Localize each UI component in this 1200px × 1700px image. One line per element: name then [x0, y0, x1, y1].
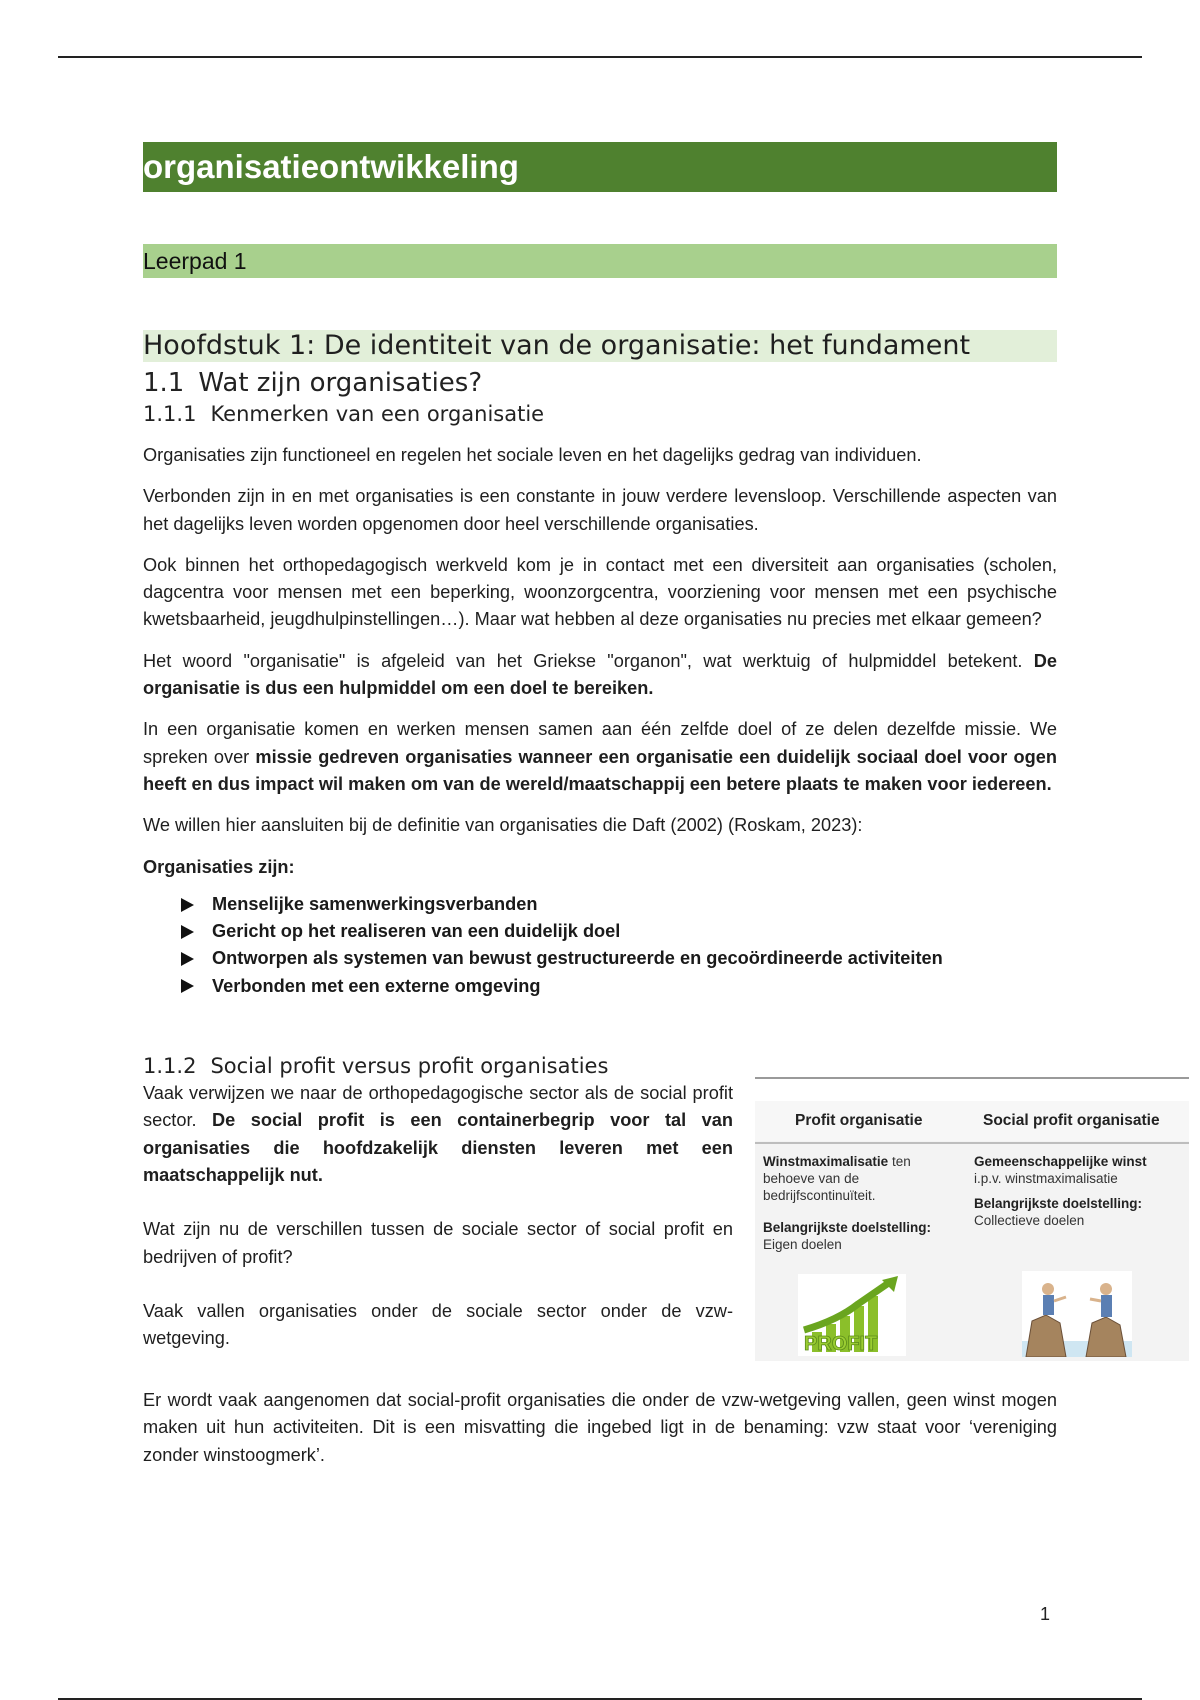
cell-text: Eigen doelen: [763, 1237, 842, 1253]
definition-list: [181, 891, 1057, 1000]
list-item: [181, 973, 1057, 1000]
list-item: [181, 891, 1057, 918]
paragraph-text: Vaak verwijzen we naar de orthopedagogische sector als de social profit sector.: [143, 1083, 733, 1131]
profit-image-label: PROFIT: [804, 1333, 878, 1356]
paragraph-7: [143, 1080, 733, 1189]
cell-bold: Winstmaximalisatie: [763, 1154, 889, 1170]
cell-bold: Belangrijkste doelstelling:: [763, 1220, 932, 1236]
section-1-1-2-heading: [143, 1052, 1057, 1080]
paragraph-9: Vaak vallen organisaties onder de sociale sector onder de vzw-wetgeving.: [143, 1300, 733, 1349]
leerpad-heading: Leerpad 1: [143, 244, 1057, 278]
paragraph-1: Organisaties zijn functioneel en regelen het sociale leven en het dagelijks gedrag van individuen.: [143, 445, 922, 465]
paragraph-8: Wat zijn nu de verschillen tussen de sociale sector of social profit en bedrijven of profit?: [143, 1219, 733, 1267]
section-title: Social profit versus profit organisaties: [210, 1054, 609, 1079]
section-number: 1.1.1: [143, 402, 197, 426]
social-profit-objective-cell: [974, 1195, 1179, 1229]
profit-growth-image: [798, 1274, 906, 1356]
list-item: [181, 918, 1057, 945]
arrow-bullet-icon: [181, 925, 194, 939]
figure-divider: [755, 1142, 1189, 1144]
cell-text: i.p.v. winstmaximalisatie: [974, 1171, 1118, 1187]
profit-growth-graphic: [798, 1274, 906, 1356]
section-number: 1.1: [143, 368, 185, 398]
paragraph-10: Er wordt vaak aangenomen dat social-profit organisaties die onder de vzw-wetgeving vallen, geen winst mogen maken uit hun activiteiten. Dit is een misvatting die ingebed ligt in de benaming: vzw staat voor ‘vereniging zonder winstoogmerk’.: [143, 1390, 1057, 1465]
paragraph-2: Verbonden zijn in en met organisaties is een constante in jouw verdere levensloop. Verschillende aspecten van het dagelijks leven worden opgenomen door heel verschillende organisaties.: [143, 486, 1057, 534]
paragraph-6: We willen hier aansluiten bij de definitie van organisaties die Daft (2002) (Roskam, 2023):: [143, 815, 863, 836]
cell-text: ten behoeve van de bedrijfscontinuïteit.: [763, 1154, 911, 1204]
paragraph-emphasis: missie gedreven organisaties wanneer een organisatie een duidelijk sociaal doel voor ogen heeft en dus impact wil maken om van de wereld/maatschappij een betere plaats te maken voor iedereen.: [143, 746, 1057, 794]
profit-header: Profit organisatie: [795, 1112, 923, 1130]
page-number: 1: [1040, 1604, 1051, 1624]
list-item-text: Verbonden met een externe omgeving: [212, 975, 541, 996]
social-bridge-graphic: [1022, 1271, 1132, 1357]
arrow-bullet-icon: [181, 952, 194, 966]
paragraph-4: [143, 648, 1057, 703]
profit-goal-cell: [763, 1153, 953, 1204]
definition-label: [143, 854, 1057, 881]
section-title: Kenmerken van een organisatie: [210, 402, 545, 426]
paragraph-emphasis: De organisatie is dus een hulpmiddel om een doel te bereiken.: [143, 650, 1057, 699]
section-title: Wat zijn organisaties?: [198, 368, 483, 398]
paragraph-emphasis: De social profit is een containerbegrip voor tal van organisaties die hoofdzakelijk diensten leveren met een maatschappelijk nut.: [143, 1110, 733, 1185]
list-item: [181, 945, 1057, 972]
comparison-text: [143, 1080, 733, 1352]
social-bridge-image: [1022, 1271, 1132, 1357]
document-body: [143, 142, 1160, 1469]
list-item-text: Gericht op het realiseren van een duidelijk doel: [212, 921, 621, 942]
profit-comparison-block: [143, 1080, 1160, 1370]
definition-label-text: Organisaties zijn:: [143, 856, 295, 877]
document-title: organisatieontwikkeling: [143, 142, 1057, 192]
social-profit-goal-cell: [974, 1153, 1179, 1187]
cell-bold: Gemeenschappelijke winst: [974, 1154, 1147, 1170]
section-number: 1.1.2: [143, 1054, 197, 1079]
arrow-bullet-icon: [181, 979, 194, 993]
list-item-text: Ontworpen als systemen van bewust gestructureerde en gecoördineerde activiteiten: [212, 948, 943, 969]
cell-text: Collectieve doelen: [974, 1213, 1085, 1229]
paragraph-5: [143, 716, 1057, 798]
social-profit-header: Social profit organisatie: [983, 1112, 1160, 1130]
paragraph-text: Het woord "organisatie" is afgeleid van het Griekse "organon", wat werktuig of hulpmiddel betekent.: [143, 650, 1034, 671]
header-rule: [58, 56, 1142, 58]
arrow-bullet-icon: [181, 898, 194, 912]
profit-comparison-figure: [755, 1077, 1189, 1361]
list-item-text: Menselijke samenwerkingsverbanden: [212, 893, 538, 914]
chapter-heading: Hoofdstuk 1: De identiteit van de organisatie: het fundament: [143, 330, 1057, 362]
section-1-1-heading: [143, 366, 1057, 400]
profit-objective-cell: [763, 1219, 963, 1253]
paragraph-text: In een organisatie komen en werken mensen samen aan één zelfde doel of ze delen dezelfde missie. We spreken over: [143, 719, 1057, 767]
figure-header: [755, 1101, 1189, 1141]
cell-bold: Belangrijkste doelstelling:: [974, 1196, 1143, 1212]
paragraph-3: Ook binnen het orthopedagogisch werkveld kom je in contact met een diversiteit aan organisaties (scholen, dagcentra voor mensen met een beperking, woonzorgcentra, voorziening voor mensen met een psychische kwetsbaarheid, jeugdhulpinstellingen…). Maar wat hebben al deze organisaties nu precies met elkaar gemeen?: [143, 554, 1057, 630]
section-1-1-1-heading: [143, 400, 1057, 428]
